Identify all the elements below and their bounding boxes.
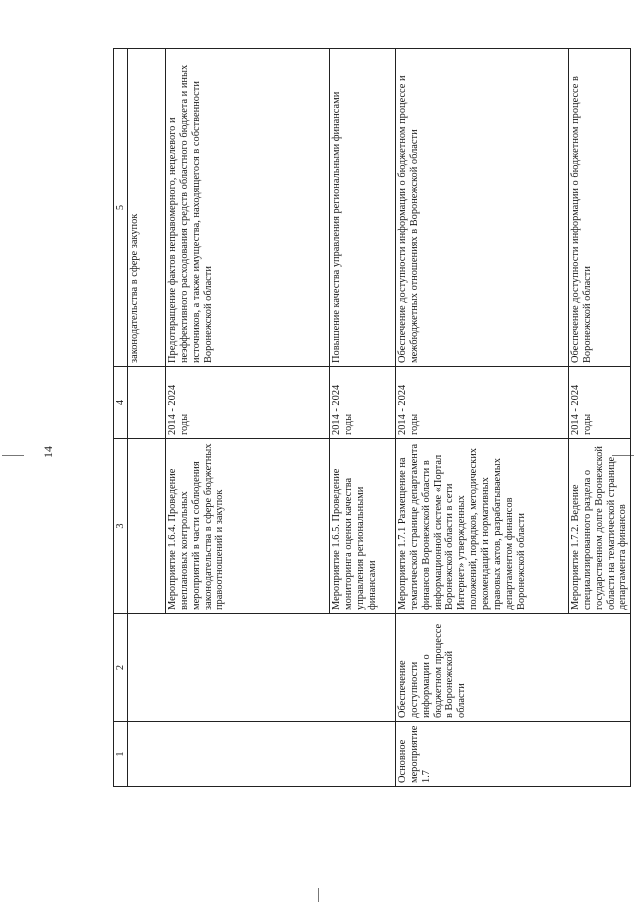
cell-period [128, 367, 166, 439]
cell-measure [128, 439, 166, 614]
header-col-2: 2 [114, 614, 128, 722]
cell-continuation-col2 [128, 614, 396, 722]
crop-mark-bottom [318, 888, 319, 902]
cell-result: Предотвращение фактов неправомерного, нецелевого и неэффективного расходования средств областного бюджета и иных источников, а также имущества, находящегося в собственности Воронежской области [166, 49, 330, 367]
measures-table [113, 48, 631, 787]
table-row [396, 49, 569, 787]
page-number: 14 [41, 446, 55, 458]
header-col-4: 4 [114, 367, 128, 439]
header-col-5: 5 [114, 49, 128, 367]
cell-measure: Мероприятие 1.6.4. Проведение внеплановых контрольных мероприятий в части соблюдения законодательства в сфере бюджетных правоотношений и закупок [166, 439, 330, 614]
cell-result: законодательства в сфере закупок [128, 49, 166, 367]
table-header-row [114, 49, 128, 787]
cell-result: Обеспечение доступности информации о бюджетном процессе и межбюджетных отношениях в Воронежской области [396, 49, 569, 367]
cell-result: Повышение качества управления региональными финансами [330, 49, 396, 367]
table-row [128, 49, 166, 787]
crop-mark-left [2, 455, 24, 456]
cell-period: 2014 - 2024 годы [166, 367, 330, 439]
cell-measure: Мероприятие 1.6.5. Проведение мониторинга оценки качества управления региональными финансами [330, 439, 396, 614]
cell-result: Обеспечение доступности информации о бюджетном процессе в Воронежской области [569, 49, 631, 367]
cell-continuation-col1 [128, 722, 396, 787]
header-col-1: 1 [114, 722, 128, 787]
rotated-page-content [113, 49, 629, 787]
header-col-3: 3 [114, 439, 128, 614]
cell-measure: Мероприятие 1.7.2. Ведение специализированного раздела о государственном долге Воронежской области на тематической странице департамента финансов [569, 439, 631, 614]
cell-main-measure-goal: Обеспечение доступности информации о бюджетном процессе в Воронежской области [396, 614, 631, 722]
cell-main-measure: Основное мероприятие 1.7 [396, 722, 631, 787]
cell-period: 2014 - 2024 годы [569, 367, 631, 439]
cell-period: 2014 - 2024 годы [330, 367, 396, 439]
cell-measure: Мероприятие 1.7.1 Размещение на тематической странице департамента финансов Воронежской области в информационной системе «Портал Воронежской области в сети Интернет» утвержденных положений, порядков, методических рекомендаций и нормативных правовых актов, разрабатываемых департаментом финансов Воронежской области [396, 439, 569, 614]
cell-period: 2014 - 2024 годы [396, 367, 569, 439]
